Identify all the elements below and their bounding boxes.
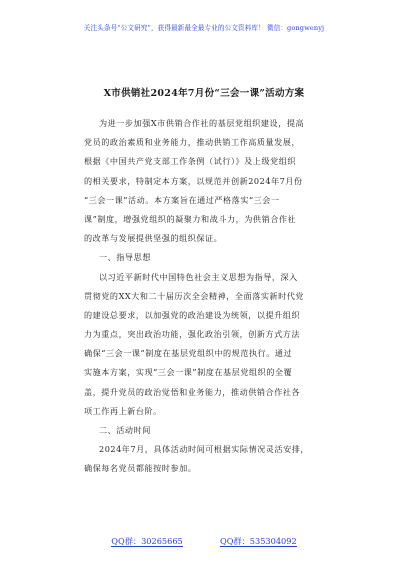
body-line: 实施本方案，实现“三会一课”制度在基层党组织的全覆 (84, 367, 293, 378)
body-line: 2024年7月，具体活动时间可根据实际情况灵活安排， (99, 444, 310, 455)
body-line: 的相关要求，特制定本方案，以规范并创新2024年7月份 (84, 175, 303, 186)
footer-contact (0, 536, 408, 547)
body-line: 课”制度，增强党组织的凝聚力和战斗力，为供销合作社 (84, 213, 297, 224)
body-line: 的改革与发展提供坚强的组织保证。 (84, 233, 223, 244)
document-body (84, 114, 346, 479)
body-line: 的建设总要求，以加强党的政治建设为统领，以提升组织 (84, 309, 301, 320)
section-heading: 一、指导思想 (99, 252, 151, 263)
section-heading: 二、活动时间 (99, 425, 151, 435)
body-line: 贯彻党的XX大和二十届历次全会精神，全面落实新时代党 (84, 290, 305, 301)
body-line: 确保“三会一课”制度在基层党组织中的规范执行。通过 (84, 348, 293, 359)
body-line: 盖，提升党员的政治觉悟和业务能力，推动供销合作社各 (84, 386, 301, 397)
body-line: 力为重点，突出政治功能，强化政治引领，创新方式方法 (84, 329, 301, 340)
qq-group-2[interactable]: QQ群：535304092 (220, 536, 297, 546)
body-line: “三会一课”活动。本方案旨在通过严格落实“三会一 (84, 194, 280, 205)
body-line: 确保每名党员都能按时参加。 (84, 463, 197, 474)
body-line: 以习近平新时代中国特色社会主义思想为指导，深入 (99, 271, 298, 282)
body-line: 党员的政治素质和业务能力，推动供销工作高质量发展， (84, 137, 301, 148)
header-banner: 关注头条号“公文研究”，获得最新最全最专业的公文资料库！ 微信：gongwenyj (83, 24, 325, 32)
body-line: 根据《中国共产党支部工作条例（试行）》及上级党组织 (84, 156, 297, 167)
body-line: 为进一步加强X市供销合作社的基层党组织建设，提高 (99, 118, 305, 128)
qq-group-1[interactable]: QQ群：30265665 (111, 536, 183, 546)
document-title: X市供销社2024年7月份“三会一课”活动方案 (103, 88, 305, 99)
body-line: 项工作再上新台阶。 (84, 405, 162, 416)
